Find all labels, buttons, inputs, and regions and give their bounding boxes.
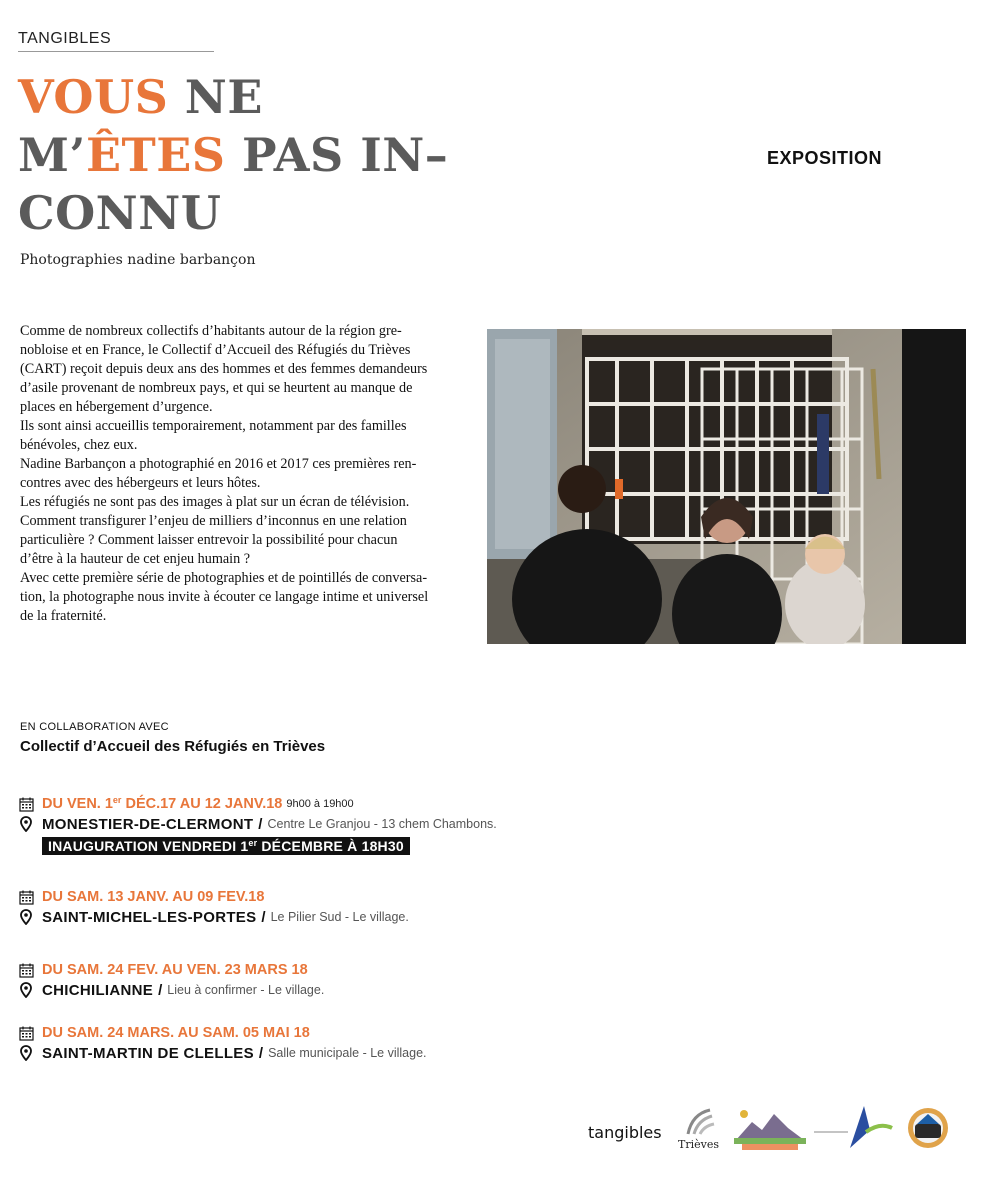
description-line: nobloise et en France, le Collectif d’Accueil des Réfugiés du Trièves xyxy=(20,342,411,358)
event-place-row xyxy=(18,814,497,834)
brand-underline xyxy=(18,51,214,52)
pilier-sud-logo xyxy=(906,1104,950,1152)
description-text xyxy=(20,322,470,626)
event-venue: Centre Le Granjou - 13 chem Chambons. xyxy=(267,817,497,831)
event-item xyxy=(18,887,409,927)
description-line: particulière ? Comment laisser entrevoir la possibilité pour chacun xyxy=(20,532,398,548)
event-item xyxy=(18,794,497,856)
location-pin-icon xyxy=(18,909,34,925)
event-date-row xyxy=(18,887,409,907)
description-line: d’asile provenant de nombreux pays, et qui se heurtent au manque de xyxy=(20,380,413,396)
category-label: EXPOSITION xyxy=(767,148,883,168)
event-place: SAINT-MICHEL-LES-PORTES xyxy=(42,908,257,926)
title-word-pas-in: PAS IN– xyxy=(225,128,449,182)
event-place: MONESTIER-DE-CLERMONT xyxy=(42,815,254,833)
description-line: Les réfugiés ne sont pas des images à plat sur un écran de télévision. xyxy=(20,494,410,510)
collaboration-label: EN COLLABORATION AVEC xyxy=(20,721,169,733)
event-place-row xyxy=(18,1043,427,1063)
title-word-etes: ÊTES xyxy=(85,128,226,182)
event-item xyxy=(18,1023,427,1063)
event-venue: Lieu à confirmer - Le village. xyxy=(167,983,325,997)
event-date: DU VEN. 1er DÉC.17 AU 12 JANV.18 xyxy=(42,795,283,812)
separator: / xyxy=(261,908,266,926)
calendar-icon xyxy=(18,962,34,978)
event-place-row xyxy=(18,907,409,927)
location-pin-icon xyxy=(18,816,34,832)
event-place-row xyxy=(18,980,324,1000)
calendar-icon xyxy=(18,889,34,905)
tangibles-logo: tangibles xyxy=(588,1123,662,1142)
calendar-icon xyxy=(18,796,34,812)
event-place: CHICHILIANNE xyxy=(42,981,154,999)
event-item xyxy=(18,960,324,1000)
event-hours: 9h00 à 19h00 xyxy=(286,798,354,810)
location-pin-icon xyxy=(18,1045,34,1061)
subtitle: Photographies nadine barbançon xyxy=(20,252,256,268)
separator: / xyxy=(158,981,163,999)
title-word-vous: VOUS xyxy=(18,70,169,124)
exhibition-photo xyxy=(487,329,966,644)
photo-illustration xyxy=(487,329,966,644)
inauguration-banner: INAUGURATION VENDREDI 1er DÉCEMBRE À 18H30 xyxy=(42,837,410,855)
department-logo xyxy=(814,1102,894,1154)
description-line: Ils sont ainsi accueillis temporairement, notamment par des familles xyxy=(20,418,407,434)
event-place: SAINT-MARTIN DE CLELLES xyxy=(42,1044,254,1062)
description-line: (CART) reçoit depuis deux ans des hommes et des femmes demandeurs xyxy=(20,361,428,377)
exhibition-title xyxy=(18,68,448,242)
event-date-row xyxy=(18,794,497,814)
description-line: Nadine Barbançon a photographié en 2016 et 2017 ces premières ren- xyxy=(20,456,417,472)
separator: / xyxy=(258,815,263,833)
calendar-icon xyxy=(18,1025,34,1041)
trieves-logo-mark xyxy=(680,1104,720,1138)
collaboration-name: Collectif d’Accueil des Réfugiés en Trièves xyxy=(20,738,326,755)
location-pin-icon xyxy=(18,982,34,998)
description-line: Comme de nombreux collectifs d’habitants autour de la région gre- xyxy=(20,323,402,339)
event-date-row xyxy=(18,960,324,980)
event-venue: Le Pilier Sud - Le village. xyxy=(270,910,409,924)
description-line: de la fraternité. xyxy=(20,608,107,624)
title-word-ne: NE xyxy=(168,70,263,124)
event-venue: Salle municipale - Le village. xyxy=(268,1046,427,1060)
chichilianne-logo xyxy=(732,1104,808,1152)
title-word-connu: CONNU xyxy=(18,186,222,240)
description-line: contres avec des hébergeurs et leurs hôtes. xyxy=(20,475,261,491)
event-date: DU SAM. 24 MARS. AU SAM. 05 MAI 18 xyxy=(42,1025,310,1041)
separator: / xyxy=(258,1044,264,1062)
title-word-m: M’ xyxy=(18,128,86,182)
trieves-logo-text: Trièves xyxy=(678,1138,719,1151)
description-line: bénévoles, chez eux. xyxy=(20,437,138,453)
brand-label: TANGIBLES xyxy=(18,30,112,47)
description-line: Comment transfigurer l’enjeu de milliers d’inconnus en une relation xyxy=(20,513,407,529)
event-date-row xyxy=(18,1023,427,1043)
event-date: DU SAM. 24 FEV. AU VEN. 23 MARS 18 xyxy=(42,962,308,978)
description-line: d’être à la hauteur de cet enjeu humain ? xyxy=(20,551,251,567)
event-date: DU SAM. 13 JANV. AU 09 FEV.18 xyxy=(42,889,265,905)
description-line: places en hébergement d’urgence. xyxy=(20,399,213,415)
description-line: tion, la photographe nous invite à écouter ce langage intime et universel xyxy=(20,589,429,605)
description-line: Avec cette première série de photographies et de pointillés de conversa- xyxy=(20,570,428,586)
